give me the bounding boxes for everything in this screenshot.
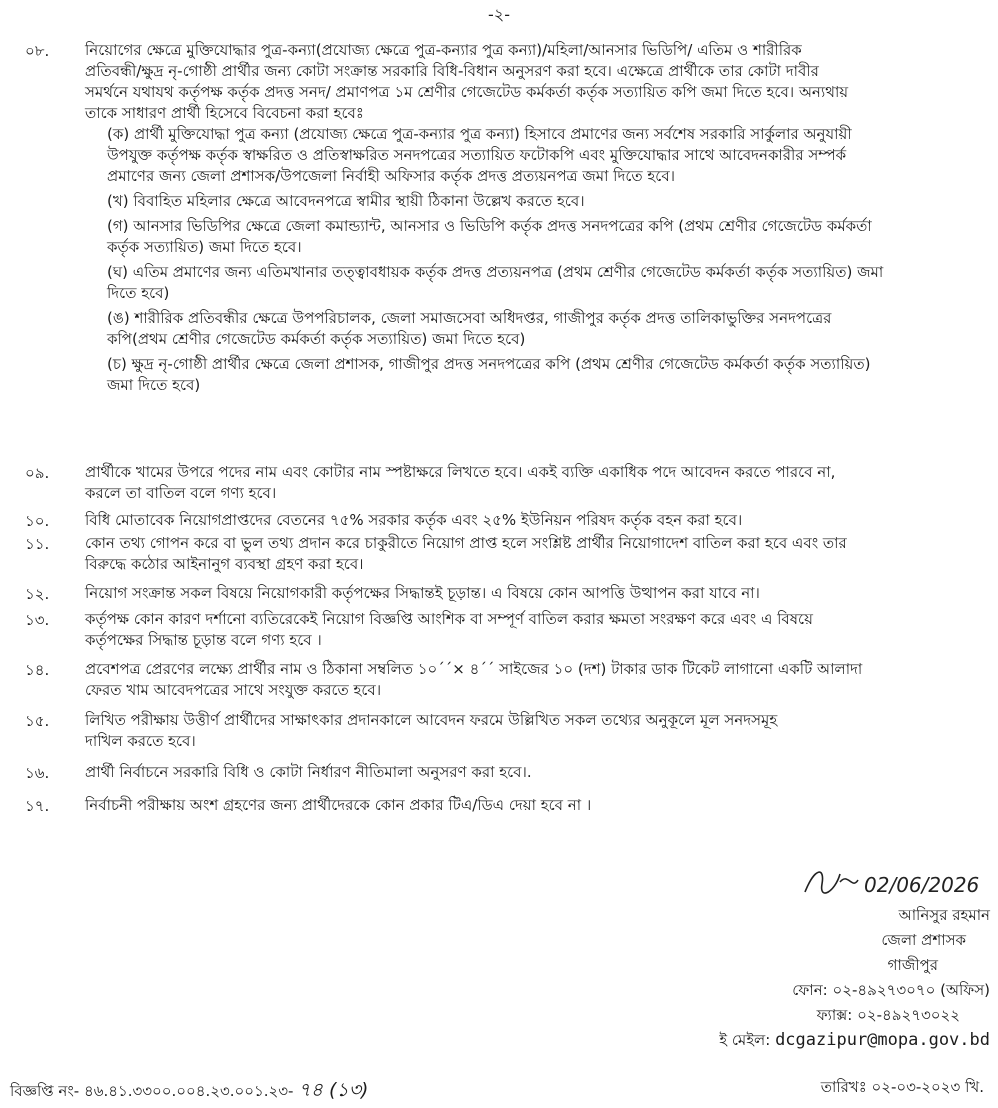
list-item — [25, 762, 985, 783]
signatory-name: আনিসুর রহমান — [898, 906, 990, 924]
text-line: দাখিল করতে হবে। — [85, 732, 196, 750]
text-line: প্রার্থীকে খামের উপরে পদের নাম এবং কোটার নাম স্পষ্টাক্ষরে লিখতে হবে। একই ব্যক্তি একাধিক পদে আবেদন করতে পারবে না, — [85, 463, 836, 481]
text-line: (খ) বিবাহিত মহিলার ক্ষেত্রে আবেদনপত্রে স্বামীর স্থায়ী ঠিকানা উল্লেখ করতে হবে। — [107, 192, 585, 210]
text-line: তাকে সাধারণ প্রার্থী হিসেবে বিবেচনা করা হবেঃ — [85, 104, 364, 122]
list-item — [25, 609, 985, 651]
text-line: (ক) প্রার্থী মুক্তিযোদ্ধা পুত্র কন্যা (প্রযোজ্য ক্ষেত্রে পুত্র-কন্যার পুত্র কন্যা) হিসাবে প্রমাণের জন্য সর্বশেষ সরকারি সার্কুলার অনুযায়ী — [107, 125, 852, 143]
item-number: ১২. — [25, 585, 50, 603]
text-line: কপি(প্রথম শ্রেণীর গেজেটেড কর্মকর্তা কর্তৃক সত্যায়িত) জমা দিতে হবে) — [107, 330, 526, 348]
item-text — [85, 583, 985, 604]
item-text — [85, 710, 985, 752]
list-item — [25, 40, 985, 396]
text-line: (গ) আনসার ভিডিপির ক্ষেত্রে জেলা কমান্ড্যান্ট, আনসার ও ভিডিপি কর্তৃক প্রদত্ত সনদপত্রের কপি (প্রথম শ্রেণীর গেজেটেড কর্মকর্তা — [107, 217, 872, 235]
text-line: নিয়োগের ক্ষেত্রে মুক্তিযোদ্ধার পুত্র-কন্যা(প্রযোজ্য ক্ষেত্রে পুত্র-কন্যার পুত্র কন্যা)/মহিলা/আনসার ভিডিপি/ এতিম ও শারীরিক — [85, 41, 802, 59]
email-address: dcgazipur@mopa.gov.bd — [775, 1030, 990, 1050]
item-text — [85, 462, 985, 504]
text-line: লিখিত পরীক্ষায় উত্তীর্ণ প্রার্থীদের সাক্ষাৎকার প্রদানকালে আবেদন ফরমে উল্লিখিত সকল তথ্যের অনুকূলে মূল সনদসমূহ — [85, 711, 778, 729]
text-line: কর্তৃক সত্যায়িত) জমা দিতে হবে। — [107, 238, 302, 256]
text-line: দিতে হবে) — [107, 284, 170, 302]
item-number: ১৬. — [25, 764, 50, 782]
text-line: সমর্থনে যথাযথ কর্তৃপক্ষ কর্তৃক প্রদত্ত সনদ/ প্রমাণপত্র ১ম শ্রেণীর গেজেটেড কর্মকর্তা কর্তৃক সত্যায়িত কপি জমা দিতে হবে। অন্যথায় — [85, 83, 849, 101]
sub-clause — [85, 354, 985, 396]
sub-clause — [85, 262, 985, 304]
text-line: জমা দিতে হবে) — [107, 376, 201, 394]
page-number: -২- — [488, 5, 510, 24]
item-number: ১৩. — [25, 611, 50, 629]
email-label: ই মেইল: — [719, 1031, 771, 1049]
text-line: প্রতিবন্ধী/ক্ষুদ্র নৃ-গোষ্ঠী প্রার্থীর জন্য কোটা সংক্রান্ত সরকারি বিধি-বিধান অনুসরণ করা হবে। এক্ষেত্রে প্রার্থীকে তার কোটা দাবীর — [85, 62, 819, 80]
item-text — [85, 659, 985, 701]
list-item — [25, 462, 985, 504]
fax-number: ফ্যাক্স: ০২-৪৯২৭৩০২২ — [816, 1006, 960, 1024]
item-number: ১১. — [25, 535, 50, 553]
text-line: (চ) ক্ষুদ্র নৃ-গোষ্ঠী প্রার্থীর ক্ষেত্রে জেলা প্রশাসক, গাজীপুর প্রদত্ত সনদপত্রের কপি (প্রথম শ্রেণীর গেজেটেড কর্মকর্তা কর্তৃক সত্যায়িত) — [107, 355, 871, 373]
text-line: (ঘ) এতিম প্রমাণের জন্য এতিমখানার তত্ত্বাবধায়ক কর্তৃক প্রদত্ত প্রত্যয়নপত্র (প্রথম শ্রেণীর গেজেটেড কর্মকর্তা কর্তৃক সত্যায়িত) জমা — [107, 263, 884, 281]
item-number: ১৭. — [25, 797, 50, 815]
list-item — [25, 583, 985, 604]
email-line — [700, 1028, 990, 1053]
sub-clause — [85, 124, 985, 187]
phone-number: ফোন: ০২-৪৯২৭৩০৭০ (অফিস) — [792, 981, 990, 999]
list-item — [25, 659, 985, 701]
item-number: ১৫. — [25, 712, 50, 730]
signatory-designation: জেলা প্রশাসক — [881, 931, 966, 949]
text-line: বিরুদ্ধে কঠোর আইনানুগ ব্যবস্থা গ্রহণ করা হবে। — [85, 555, 364, 573]
text-line: (ঙ) শারীরিক প্রতিবন্ধীর ক্ষেত্রে উপপরিচালক, জেলা সমাজসেবা অধিদপ্তর, গাজীপুর কর্তৃক প্রদত্ত তালিকাভুক্তির সনদপত্রের — [107, 309, 832, 327]
item-number: ০৯. — [25, 464, 50, 482]
text-line: নিয়োগ সংক্রান্ত সকল বিষয়ে নিয়োগকারী কর্তৃপক্ষের সিদ্ধান্তই চূড়ান্ত। এ বিষয়ে কোন আপত্তি উত্থাপন করা যাবে না। — [85, 584, 760, 602]
text-line: প্রার্থী নির্বাচনে সরকারি বিধি ও কোটা নির্ধারণ নীতিমালা অনুসরণ করা হবে।. — [85, 763, 532, 781]
sub-clause — [85, 191, 985, 212]
item-text — [85, 40, 985, 396]
text-line: কোন তথ্য গোপন করে বা ভুল তথ্য প্রদান করে চাকুরীতে নিয়োগ প্রাপ্ত হলে সংশ্লিষ্ট প্রার্থীর নিয়োগাদেশ বাতিল করা হবে এবং তার — [85, 534, 847, 552]
text-line: উপযুক্ত কর্তৃপক্ষ কর্তৃক স্বাক্ষরিত ও প্রতিস্বাক্ষরিত সনদপত্রের সত্যায়িত ফটোকপি এবং মুক্তিযোদ্ধার সাথে আবেদনকারীর সম্পর্ক — [107, 146, 847, 164]
text-line: প্রমাণের জন্য জেলা প্রশাসক/উপজেলা নির্বাহী অফিসার কর্তৃক প্রদত্ত প্রত্যয়নপত্র জমা দিতে হবে। — [107, 167, 676, 185]
signature-block — [700, 865, 990, 1053]
signatory-district: গাজীপুর — [887, 956, 938, 974]
item-text — [85, 795, 985, 816]
item-text — [85, 762, 985, 783]
text-line: বিধি মোতাবেক নিয়োগপ্রাপ্তদের বেতনের ৭৫% সরকার কর্তৃক এবং ২৫% ইউনিয়ন পরিষদ কর্তৃক বহন করা হবে। — [85, 511, 743, 529]
item-number: ০৮. — [25, 42, 50, 60]
text-line: কর্তৃপক্ষ কোন কারণ দর্শানো ব্যতিরেকেই নিয়োগ বিজ্ঞপ্তি আংশিক বা সম্পূর্ণ বাতিল করার ক্ষমতা সংরক্ষণ করে এবং এ বিষয়ে — [85, 610, 813, 628]
signature-date: 02/06/2026 — [864, 873, 980, 897]
list-item — [25, 795, 985, 816]
text-line: ফেরত খাম আবেদপত্রের সাথে সংযুক্ত করতে হবে। — [85, 681, 382, 699]
text-line: করলে তা বাতিল বলে গণ্য হবে। — [85, 484, 277, 502]
text-line: প্রবেশপত্র প্রেরণের লক্ষ্যে প্রার্থীর নাম ও ঠিকানা সম্বলিত ১০´´× ৪´´ সাইজের ১০ (দশ) টাকার ডাক টিকেট লাগানো একটি আলাদা — [85, 660, 863, 678]
notice-date: তারিখঃ ০২-০৩-২০২৩ খি. — [820, 1078, 984, 1096]
memo-number-text: বিজ্ঞপ্তি নং- ৪৬.৪১.৩৩০০.০০৪.২৩.০০১.২৩- — [10, 1082, 294, 1100]
list-item — [25, 510, 985, 531]
item-text — [85, 533, 985, 575]
memo-handwritten: ৭৪ (১৩) — [298, 1079, 369, 1101]
item-number: ১৪. — [25, 661, 50, 679]
sub-clause — [85, 216, 985, 258]
item-text — [85, 510, 985, 531]
item-text — [85, 609, 985, 651]
text-line: নির্বাচনী পরীক্ষায় অংশ গ্রহণের জন্য প্রার্থীদেরকে কোন প্রকার টিএ/ডিএ দেয়া হবে না । — [85, 796, 592, 814]
memo-number — [10, 1076, 368, 1108]
sub-clause — [85, 308, 985, 350]
item-number: ১০. — [25, 512, 50, 530]
list-item — [25, 533, 985, 575]
text-line: কর্তৃপক্ষের সিদ্ধান্ত চূড়ান্ত বলে গণ্য হবে । — [85, 631, 322, 649]
list-item — [25, 710, 985, 752]
